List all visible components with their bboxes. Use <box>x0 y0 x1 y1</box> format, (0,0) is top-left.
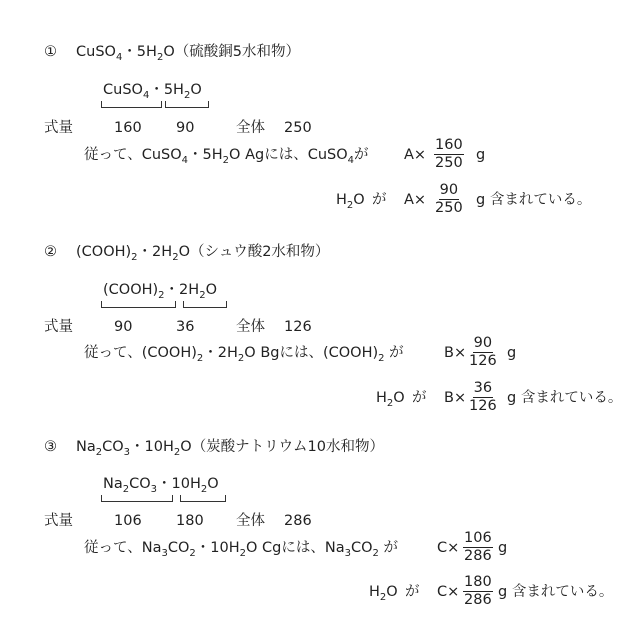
formula-split: $(COOH)_2$・$2H_2O$ <box>103 282 217 301</box>
section-title: $Na_2CO_3$・$10H_2O$（炭酸ナトリウム10水和物） <box>76 439 384 458</box>
water-label: $H_2O$ <box>336 192 365 211</box>
denominator: 250 <box>435 155 463 171</box>
formula-weight-label: 式量 <box>44 319 73 335</box>
section-title: $(COOH)_2$・$2H_2O$（シュウ酸2水和物） <box>76 244 330 263</box>
coefficient: B× <box>444 345 467 361</box>
unit-suffix: g 含まれている。 <box>476 192 592 208</box>
formula-weight-label: 式量 <box>44 513 73 529</box>
section-title: CuSO$_4$・$5H_2O$（硫酸銅5水和物） <box>76 44 300 63</box>
denominator: 286 <box>464 592 492 608</box>
coefficient: A× <box>404 147 427 163</box>
bracket-left <box>101 495 173 502</box>
ga-particle: が <box>405 584 420 600</box>
bracket-left <box>101 101 162 108</box>
denominator: 126 <box>469 398 497 414</box>
denominator: 250 <box>435 200 463 216</box>
formula-split: $Na_2CO_3$・$10H_2O$ <box>103 476 219 495</box>
formula-weight-a: 90 <box>114 319 133 335</box>
statement-line-1: 従って、CuSO$_4$・$5H_2O$ Agには、CuSO$_4$が <box>84 147 369 166</box>
total-value: 250 <box>284 120 312 136</box>
coefficient: C× <box>437 584 460 600</box>
fraction <box>463 530 493 565</box>
total-label: 全体 <box>236 319 265 335</box>
formula-weight-a: 160 <box>114 120 142 136</box>
ga-particle: が <box>372 192 387 208</box>
unit-suffix: g 含まれている。 <box>498 584 614 600</box>
bracket-right <box>165 101 209 108</box>
unit-suffix: g 含まれている。 <box>507 390 623 406</box>
water-label: $H_2O$ <box>376 390 405 409</box>
formula-weight-b: 180 <box>176 513 204 529</box>
formula-weight-a: 106 <box>114 513 142 529</box>
total-value: 286 <box>284 513 312 529</box>
coefficient: B× <box>444 390 467 406</box>
total-label: 全体 <box>236 120 265 136</box>
ga-particle: が <box>412 390 427 406</box>
fraction <box>468 380 498 415</box>
numerator: 180 <box>464 574 492 590</box>
numerator: 90 <box>473 335 493 351</box>
denominator: 126 <box>469 353 497 369</box>
denominator: 286 <box>464 548 492 564</box>
coefficient: A× <box>404 192 427 208</box>
numerator: 36 <box>473 380 493 396</box>
fraction <box>468 335 498 370</box>
total-label: 全体 <box>236 513 265 529</box>
numerator: 106 <box>464 530 492 546</box>
unit: g <box>498 540 508 556</box>
bracket-left <box>101 301 176 308</box>
statement-line-1: 従って、$(COOH)_2$・$2H_2O$ Bgには、$(COOH)_2$ が <box>84 345 404 364</box>
formula-weight-label: 式量 <box>44 120 73 136</box>
bracket-right <box>183 301 227 308</box>
fraction <box>463 574 493 609</box>
formula-weight-b: 36 <box>176 319 195 335</box>
bracket-right <box>180 495 226 502</box>
section-marker: ① <box>44 44 57 60</box>
section-marker: ③ <box>44 439 57 455</box>
formula-weight-b: 90 <box>176 120 195 136</box>
numerator: 160 <box>435 137 463 153</box>
statement-line-1: 従って、$Na_3CO_2$・$10H_2O$ Cgには、$Na_3CO_2$ が <box>84 540 398 559</box>
water-label: $H_2O$ <box>369 584 398 603</box>
numerator: 90 <box>439 182 459 198</box>
coefficient: C× <box>437 540 460 556</box>
section-marker: ② <box>44 244 57 260</box>
unit: g <box>507 345 517 361</box>
formula-split: CuSO$_4$・$5H_2O$ <box>103 82 202 101</box>
total-value: 126 <box>284 319 312 335</box>
unit: g <box>476 147 486 163</box>
fraction <box>434 182 464 217</box>
fraction <box>434 137 464 172</box>
